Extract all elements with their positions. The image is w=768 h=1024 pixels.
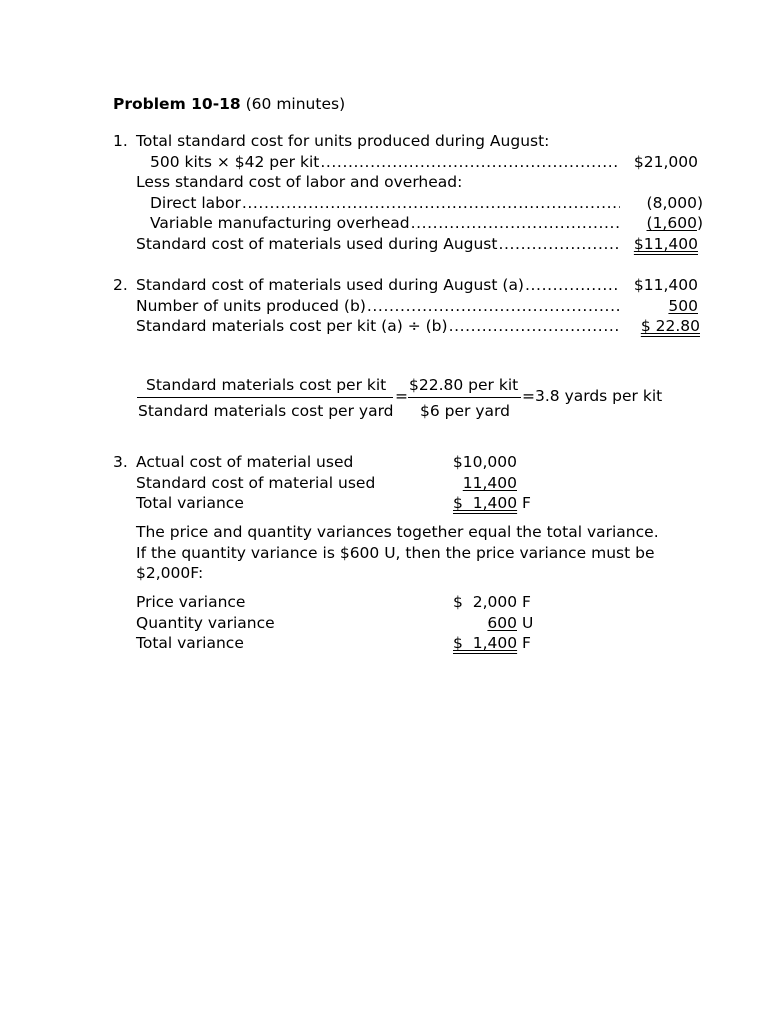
part3-quantity-value: 600 U (487, 614, 534, 632)
part3-price-label: Price variance (136, 593, 246, 611)
part1-overhead-label: Variable manufacturing overhead ..... (150, 213, 620, 233)
part1-heading: Total standard cost for units produced during August: (136, 132, 550, 150)
part1-materials-value: $11,400 (633, 235, 698, 253)
formula-numerator-2: $22.80 per kit (409, 376, 519, 394)
part1-labor-value: (8,000) (646, 194, 703, 212)
part1-materials-label: Standard cost of materials used during August ..... (136, 234, 620, 254)
part1-number: 1. (113, 132, 128, 150)
problem-number: Problem 10-18 (113, 95, 241, 113)
part3-quantity-label: Quantity variance (136, 614, 275, 632)
part3-standard-label: Standard cost of material used (136, 474, 376, 492)
part2-number: 2. (113, 276, 128, 294)
part2-c-label: Standard materials cost per kit (a) ÷ (b) ..... (136, 316, 620, 336)
formula-denominator-2: $6 per yard (420, 402, 510, 420)
part2-b-label: Number of units produced (b) ..... (136, 296, 620, 316)
formula-result: =3.8 yards per kit (522, 387, 663, 405)
part3-total2-value: $ 1,400 F (453, 634, 531, 652)
formula-numerator-1: Standard materials cost per kit (146, 376, 387, 394)
problem-time: (60 minutes) (240, 95, 346, 113)
part3-paragraph-line-2: If the quantity variance is $600 U, then the price variance must be (136, 544, 655, 562)
formula-denominator-1: Standard materials cost per yard (138, 402, 394, 420)
part3-paragraph-line-3: $2,000F: (136, 564, 204, 582)
part3-price-value: $ 2,000 F (453, 593, 531, 611)
part1-kits-label: 500 kits × $42 per kit ..... (150, 152, 620, 172)
part3-actual-value: $10,000 (452, 453, 517, 471)
part2-a-label: Standard cost of materials used during August (a) ..... (136, 275, 620, 295)
page-title (113, 94, 345, 114)
part1-overhead-value: (1,600) (646, 214, 703, 232)
part3-standard-value: 11,400 (462, 474, 517, 492)
part3-number: 3. (113, 453, 128, 471)
part3-total2-label: Total variance (136, 634, 244, 652)
part3-total-label: Total variance (136, 494, 244, 512)
part2-a-value: $11,400 (633, 276, 698, 294)
part2-b-value: 500 (668, 297, 698, 315)
part3-paragraph-line-1: The price and quantity variances together equal the total variance. (136, 523, 659, 541)
part2-c-value: $ 22.80 (640, 317, 700, 335)
formula-fraction-bar-1 (137, 397, 393, 398)
part1-kits-value: $21,000 (633, 153, 698, 171)
part3-actual-label: Actual cost of material used (136, 453, 354, 471)
formula-fraction-bar-2 (408, 397, 521, 398)
part1-less-label: Less standard cost of labor and overhead: (136, 173, 463, 191)
part3-total-value: $ 1,400 F (453, 494, 531, 512)
part1-labor-label: Direct labor ..... (150, 193, 620, 213)
formula-equals: = (395, 387, 408, 405)
